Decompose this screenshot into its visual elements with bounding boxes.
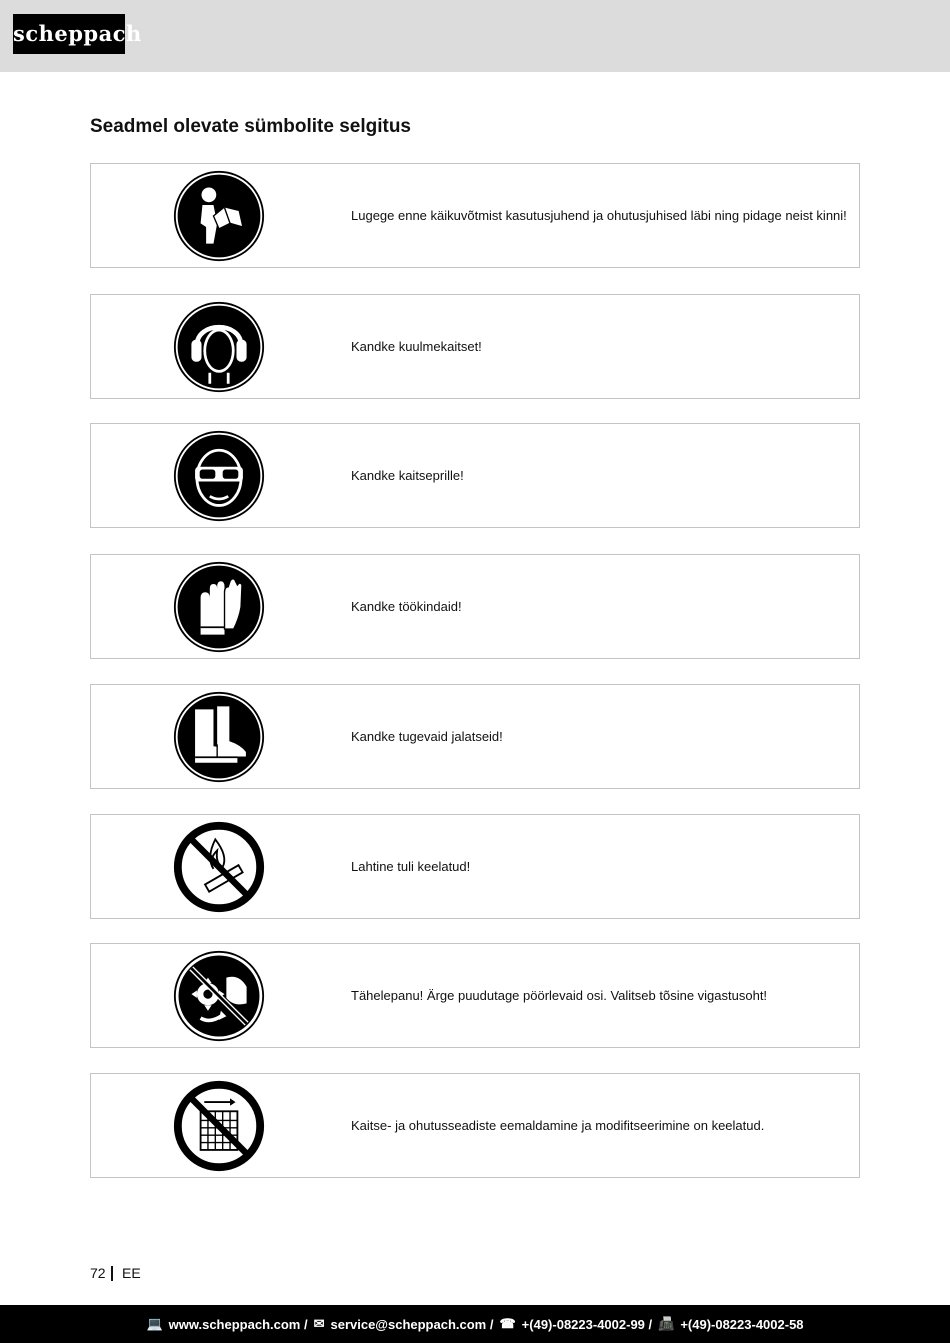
page-title: Seadmel olevate sümbolite selgitus xyxy=(90,116,411,137)
footer-phone: +(49)-08223-4002-99 / xyxy=(521,1316,653,1332)
footer-email[interactable]: service@scheppach.com / xyxy=(330,1316,494,1332)
symbol-row-no-touch-rotating xyxy=(90,943,860,1048)
header-band xyxy=(0,0,950,72)
symbol-description: Tähelepanu! Ärge puudutage pöörlevaid osi. Valitseb tõsine vigastusoht! xyxy=(351,987,768,1003)
symbol-row-no-open-flame xyxy=(90,814,860,919)
symbol-row-gloves xyxy=(90,554,860,659)
symbol-description: Lahtine tuli keelatud! xyxy=(351,858,471,874)
computer-icon: 💻 xyxy=(146,1316,163,1331)
contact-footer xyxy=(0,1305,950,1343)
language-code: EE xyxy=(122,1265,141,1281)
ear-protection-icon xyxy=(173,301,265,393)
safety-boots-icon xyxy=(173,691,265,783)
page-number: 72 xyxy=(90,1265,106,1281)
footer-fax: +(49)-08223-4002-58 xyxy=(680,1316,804,1332)
fax-icon: 📠 xyxy=(658,1316,675,1331)
symbol-row-boots xyxy=(90,684,860,789)
no-removing-guards-icon xyxy=(173,1080,265,1172)
symbol-description: Kandke kuulmekaitset! xyxy=(351,338,482,354)
no-open-flame-icon xyxy=(173,821,265,913)
mail-icon: ✉ xyxy=(313,1316,325,1331)
symbol-row-no-removing-guards xyxy=(90,1073,860,1178)
read-manual-icon xyxy=(173,170,265,262)
symbol-row-safety-glasses xyxy=(90,423,860,528)
phone-icon: ☎ xyxy=(499,1316,516,1331)
work-gloves-icon xyxy=(173,561,265,653)
safety-glasses-icon xyxy=(173,430,265,522)
symbol-description: Lugege enne käikuvõtmist kasutusjuhend ja ohutusjuhised läbi ning pidage neist kinni! xyxy=(351,207,847,223)
symbol-row-ear-protection xyxy=(90,294,860,399)
footer-website[interactable]: www.scheppach.com / xyxy=(168,1316,308,1332)
symbol-description: Kandke kaitseprille! xyxy=(351,467,464,483)
symbol-description: Kandke tugevaid jalatseid! xyxy=(351,728,503,744)
symbol-row-read-manual xyxy=(90,163,860,268)
page-number-divider xyxy=(111,1266,113,1281)
no-touch-rotating-parts-icon xyxy=(173,950,265,1042)
symbol-description: Kandke töökindaid! xyxy=(351,598,462,614)
brand-logo: scheppach xyxy=(13,14,125,54)
symbol-description: Kaitse- ja ohutusseadiste eemaldamine ja modifitseerimine on keelatud. xyxy=(351,1117,765,1133)
